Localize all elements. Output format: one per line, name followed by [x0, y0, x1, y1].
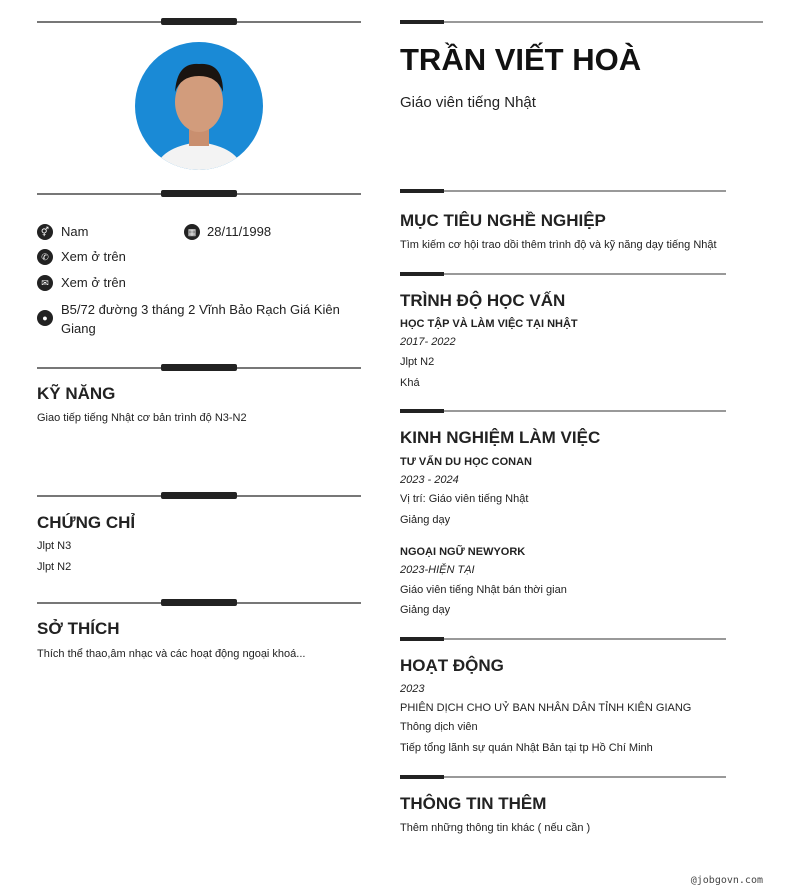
divider: [400, 21, 763, 23]
education-school: HỌC TẬP VÀ LÀM VIỆC TẠI NHẬT: [400, 318, 578, 330]
education-heading: TRÌNH ĐỘ HỌC VẤN: [400, 291, 566, 310]
hobbies-heading: SỞ THÍCH: [37, 619, 120, 638]
job-period: 2023-HIỆN TẠI: [400, 564, 475, 576]
education-period: 2017- 2022: [400, 336, 456, 348]
activity-period: 2023: [400, 683, 425, 695]
email: Xem ở trên: [61, 275, 126, 290]
certs-heading: CHỨNG CHỈ: [37, 513, 136, 532]
avatar: [135, 42, 263, 170]
divider: [37, 495, 361, 497]
candidate-name: TRẦN VIẾT HOÀ: [400, 42, 642, 77]
cert-item: Jlpt N3: [37, 540, 72, 552]
divider: [37, 367, 361, 369]
job-line: Giáo viên tiếng Nhật bán thời gian: [400, 584, 567, 596]
job-period: 2023 - 2024: [400, 474, 459, 486]
calendar-icon: ▦: [184, 224, 200, 240]
activities-heading: HOẠT ĐỘNG: [400, 656, 504, 675]
divider: [400, 638, 726, 640]
objective-heading: MỤC TIÊU NGHỀ NGHIỆP: [400, 211, 606, 230]
education-line: Khá: [400, 377, 420, 389]
job-line: Giảng dạy: [400, 604, 451, 616]
divider: [37, 21, 361, 23]
divider: [37, 602, 361, 604]
education-line: Jlpt N2: [400, 356, 435, 368]
divider: [400, 190, 726, 192]
activity-line: Thông dịch viên: [400, 721, 478, 733]
activity-line: Tiếp tổng lãnh sự quán Nhật Bản tại tp Hồ Chí Minh: [400, 742, 653, 754]
cert-item: Jlpt N2: [37, 561, 72, 573]
extra-text: Thêm những thông tin khác ( nếu cần ): [400, 822, 591, 834]
job-title: Giáo viên tiếng Nhật: [400, 94, 536, 111]
experience-heading: KINH NGHIỆM LÀM VIỆC: [400, 428, 601, 447]
phone-icon: ✆: [37, 249, 53, 265]
extra-heading: THÔNG TIN THÊM: [400, 794, 547, 813]
dob: 28/11/1998: [207, 224, 272, 239]
divider: [37, 193, 361, 195]
location-icon: ●: [37, 310, 53, 326]
job-company: TƯ VẤN DU HỌC CONAN: [400, 456, 532, 468]
hobbies-text: Thích thể thao,âm nhạc và các hoạt động ngoại khoá...: [37, 648, 306, 660]
activity-line: PHIÊN DỊCH CHO UỶ BAN NHÂN DÂN TỈNH KIÊN GIANG: [400, 702, 692, 714]
divider: [400, 410, 726, 412]
job-line: Giảng dạy: [400, 514, 451, 526]
gender: Nam: [61, 224, 89, 239]
skills-heading: KỸ NĂNG: [37, 384, 116, 403]
address: B5/72 đường 3 tháng 2 Vĩnh Bảo Rạch Giá Kiên Giang: [61, 302, 340, 336]
job-company: NGOẠI NGỮ NEWYORK: [400, 546, 526, 558]
phone: Xem ở trên: [61, 249, 126, 264]
objective-text: Tìm kiếm cơ hội trao dồi thêm trình độ và kỹ năng dạy tiếng Nhật: [400, 239, 717, 251]
watermark: @jobgovn.com: [690, 875, 763, 886]
skills-text: Giao tiếp tiếng Nhật cơ bản trình độ N3-N2: [37, 412, 247, 424]
gender-icon: ⚥: [37, 224, 53, 240]
email-icon: ✉: [37, 275, 53, 291]
job-line: Vị trí: Giáo viên tiếng Nhật: [400, 493, 529, 505]
divider: [400, 776, 726, 778]
divider: [400, 273, 726, 275]
